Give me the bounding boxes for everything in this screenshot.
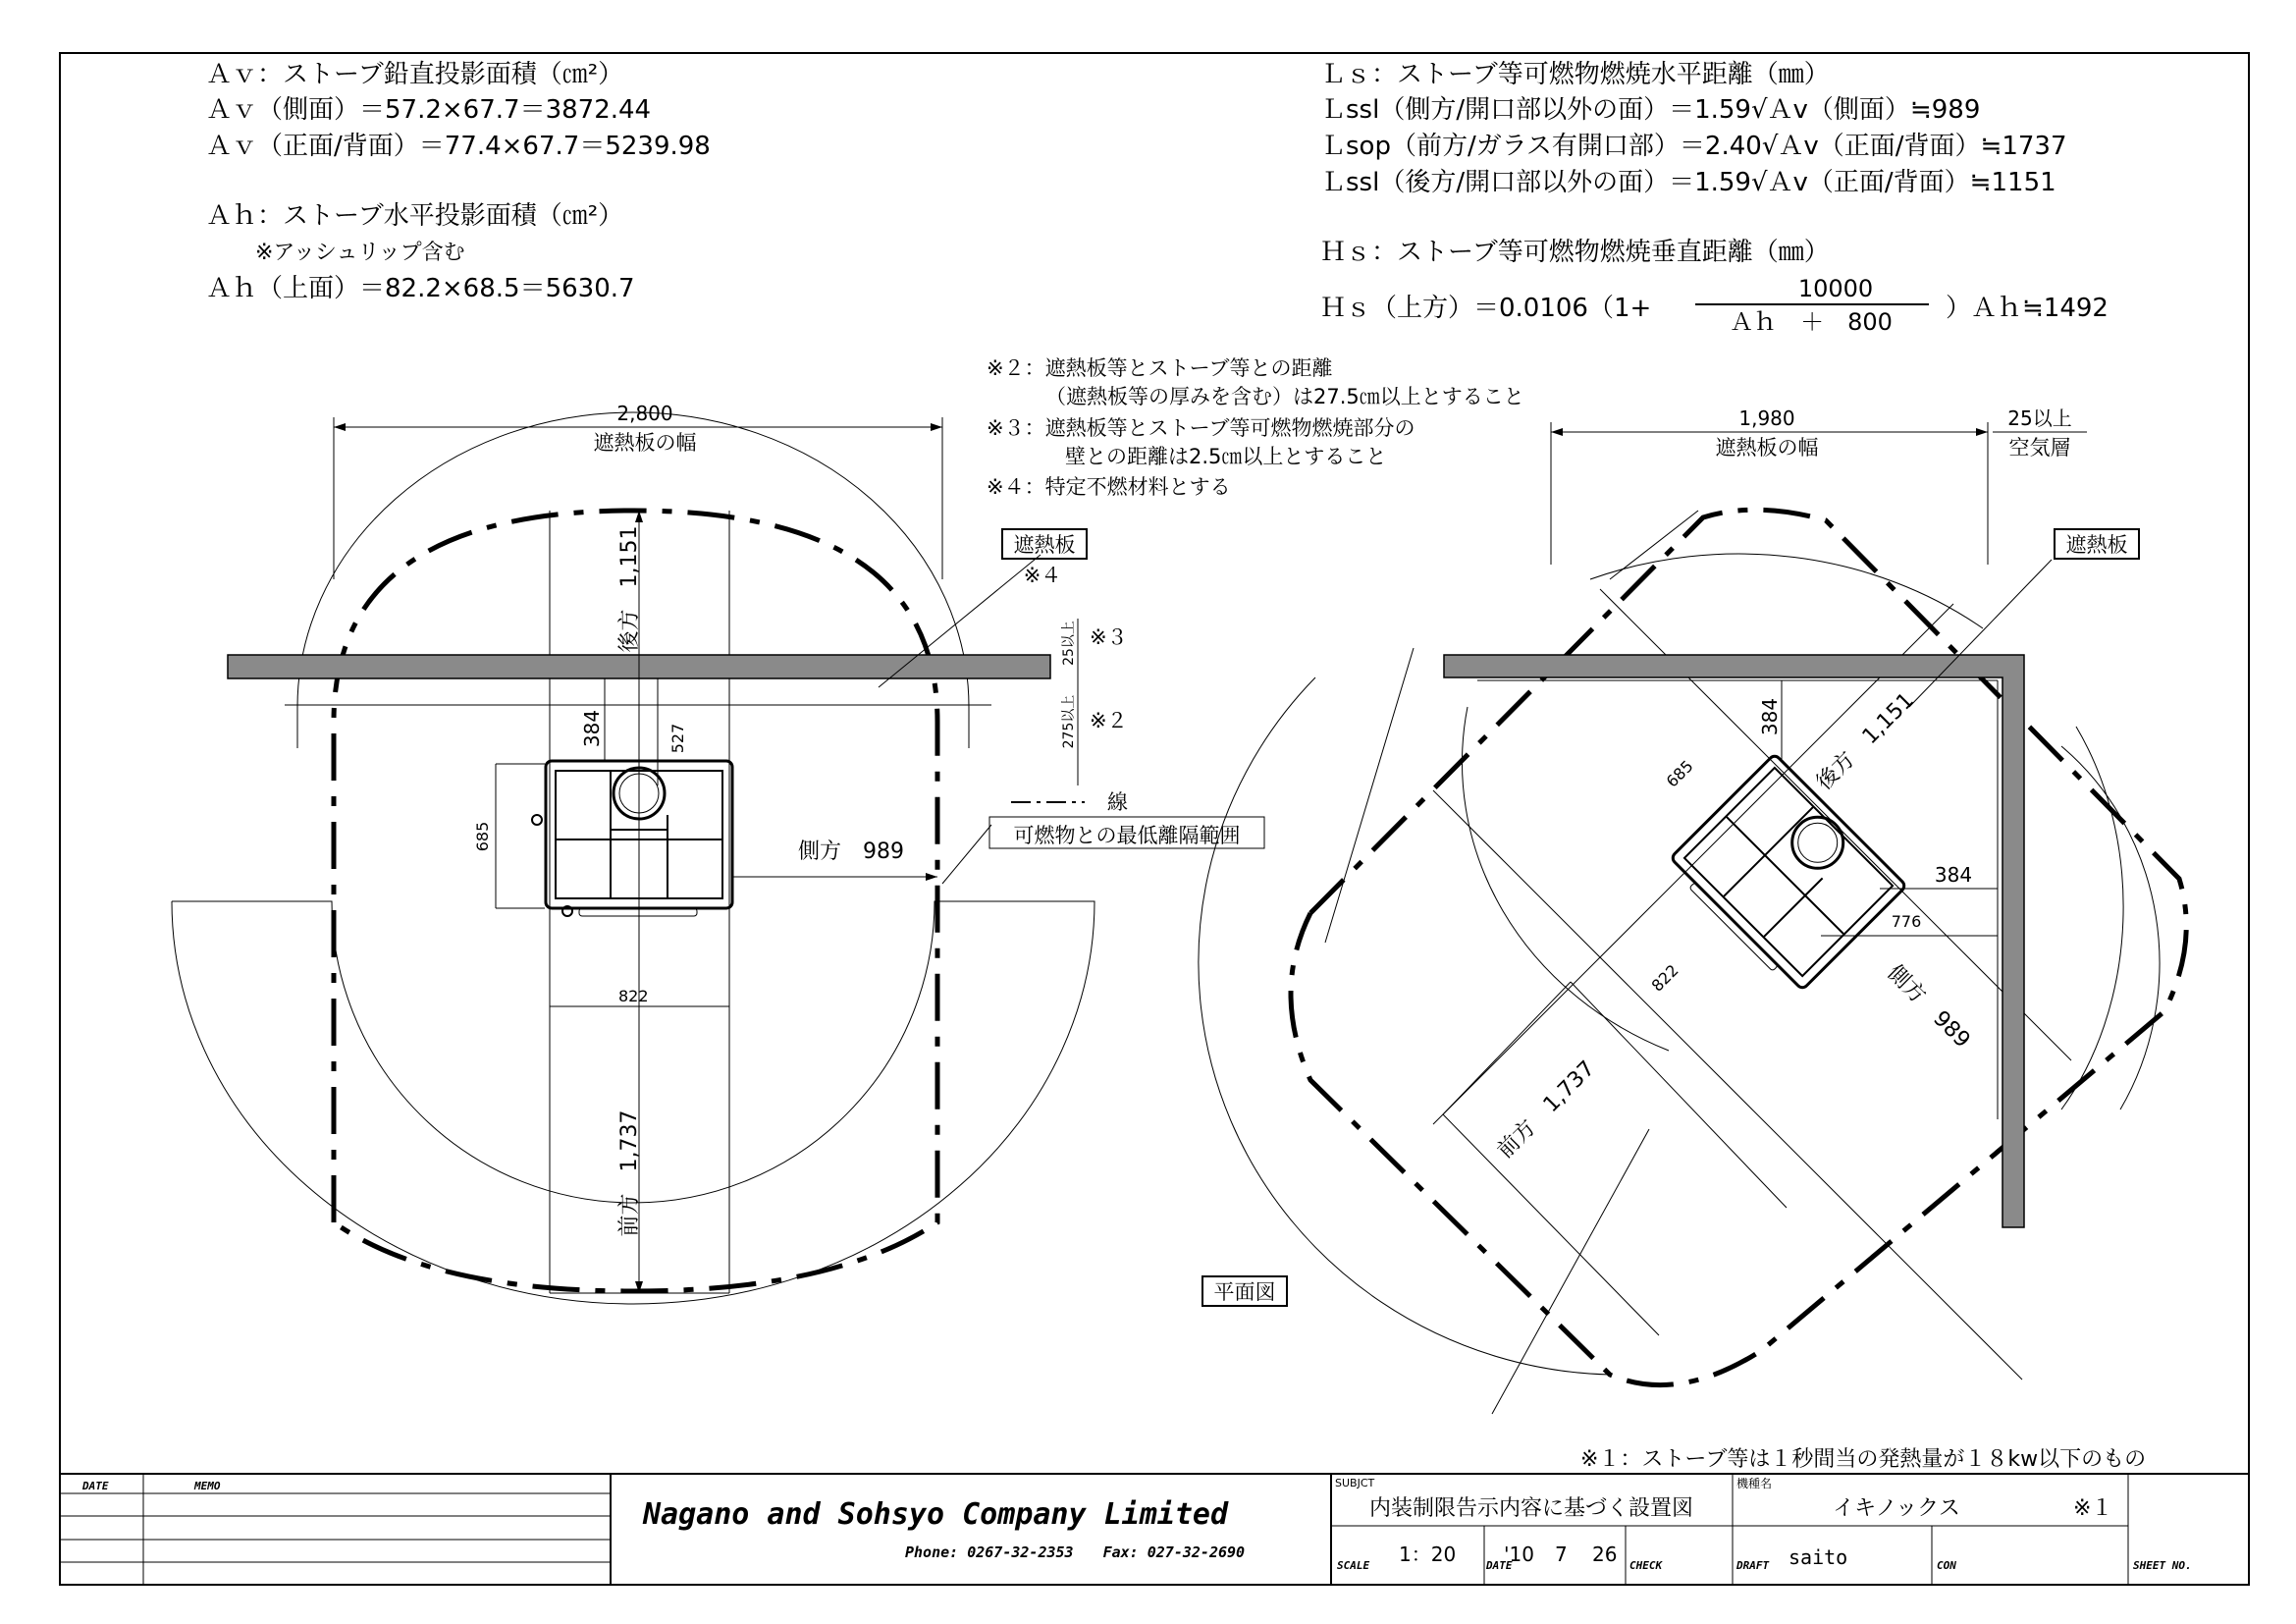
left-back-dim: 後方 1,151 [617,525,642,653]
ls-side: Ｌssl（側方/開口部以外の面）＝1.59√Ａv（側面）≒989 [1320,95,1981,125]
left-side-dim: 側方 989 [798,839,904,864]
ah-title: Ａｈ：ストーブ水平投影面積（㎝²） [206,201,624,231]
ah-top: Ａｈ（上面）＝82.2×68.5＝5630.7 [206,274,635,303]
hs-denominator: Ａｈ ＋ 800 [1730,308,1893,336]
ls-title: Ｌｓ：ストーブ等可燃物燃焼水平距離（㎜） [1320,60,1830,89]
ah-note: ※アッシュリップ含む [255,241,465,265]
right-dim-384b: 384 [1934,863,1973,887]
arrow [926,873,937,881]
left-front-dim: 前方 1,737 [617,1110,642,1237]
range-label: 可燃物との最低離隔範囲 [1013,824,1241,847]
arrow [931,423,942,431]
con-header: CON [1937,1559,1956,1572]
legend-line-label: 線 [1107,790,1128,814]
arrow [1551,428,1563,436]
sheet-header: SHEET NO. [2133,1559,2192,1572]
formulas-left [206,60,711,303]
hs-title: Ｈｓ：ストーブ等可燃物燃焼垂直距離（㎜） [1320,238,1830,267]
right-dim-776: 776 [1891,912,1922,931]
left-plan [172,402,1128,1304]
subject-header: SUBJCT [1335,1477,1375,1489]
scale-value: 1：20 [1399,1543,1457,1566]
company-contact: Phone: 0267-32-2353 Fax: 027-32-2690 [905,1543,1246,1561]
check-header: CHECK [1629,1559,1663,1572]
draft-value: saito [1789,1545,1848,1569]
right-thin-outer [1199,511,2123,1375]
left-mark-2: ※２ [1090,709,1128,732]
date-header: DATE [82,1480,109,1492]
left-stove [532,761,732,916]
av-title: Ａｖ：ストーブ鉛直投影面積（㎝²） [206,60,624,89]
right-air-label: 空気層 [2008,436,2071,460]
note-2-line1: ※２：遮熱板等とストーブ等との距離 [987,356,1333,380]
right-corridor [1443,982,1787,1335]
note-3-line2: 壁との距離は2.5㎝以上とすること [1065,445,1387,468]
ls-front: Ｌsop（前方/ガラス有開口部）＝2.40√Ａv（正面/背面）≒1737 [1320,132,2067,161]
shield-right-label: 遮熱板 [2065,533,2128,557]
shield-left-mark: ※４ [1023,564,1062,587]
left-dim-527: 527 [668,723,687,754]
av-front: Ａｖ（正面/背面）＝77.4×67.7＝5239.98 [206,132,711,161]
title-block [60,1474,2249,1585]
right-dim-822: 822 [1647,960,1682,996]
hs-suffix: ）Ａｈ≒1492 [1946,294,2109,323]
note-3-line1: ※３：遮熱板等とストーブ等可燃物燃焼部分の [987,416,1415,440]
right-plan [1199,406,2186,1414]
hs-numerator: 10000 [1797,275,1874,302]
draft-header: DRAFT [1736,1559,1770,1572]
note-4: ※４：特定不燃材料とする [987,475,1231,499]
plan-label: 平面図 [1213,1280,1276,1304]
av-side: Ａｖ（側面）＝57.2×67.7＝3872.44 [206,95,652,125]
model-header: 機種名 [1736,1477,1773,1490]
right-dim-384a: 384 [1758,697,1782,736]
right-dash-envelope [1291,510,2186,1384]
right-front-dim: 前方 1,737 [1492,1056,1600,1164]
formulas-right [1320,60,2109,336]
left-range-leader [942,825,991,884]
left-dim-822: 822 [618,987,649,1005]
date-month: 7 [1555,1543,1568,1566]
left-width-label: 遮熱板の幅 [593,431,697,455]
model-mark: ※１ [2073,1496,2113,1521]
arrow [1976,428,1988,436]
right-side-dim: 側方 989 [1882,960,1975,1054]
left-dim-25: 25以上 [1061,621,1077,666]
notes [987,356,2146,1472]
right-width-label: 遮熱板の幅 [1715,436,1819,460]
ls-back: Ｌssl（後方/開口部以外の面）＝1.59√Ａv（正面/背面）≒1151 [1320,168,2056,197]
right-width-dim: 1,980 [1738,406,1795,430]
right-back-dim: 後方 1,151 [1811,687,1919,795]
arrow [334,423,346,431]
right-air-dim: 25以上 [2007,406,2072,430]
hs-prefix: Ｈｓ（上方）＝0.0106（1+ [1320,294,1652,323]
date-label: DATE [1486,1559,1513,1572]
scale-header: SCALE [1337,1559,1370,1572]
right-shield-leader [1909,560,2052,707]
date-day: 26 [1592,1543,1618,1566]
company-name: Nagano and Sohsyo Company Limited [643,1497,1229,1532]
note-2-line2: （遮熱板等の厚みを含む）は27.5㎝以上とすること [1045,385,1524,408]
left-width-dim: 2,800 [616,402,673,425]
right-dim-685: 685 [1662,756,1697,791]
model-text: イキノックス [1833,1496,1960,1521]
left-dim-685: 685 [473,821,492,852]
memo-header: MEMO [194,1480,221,1492]
shield-left-label: 遮熱板 [1013,533,1076,557]
note-1: ※１：ストーブ等は１秒間当の発熱量が１８kw以下のもの [1580,1447,2147,1472]
subject-text: 内装制限告示内容に基づく設置図 [1368,1496,1694,1521]
left-mark-3: ※３ [1090,625,1128,649]
left-dim-384: 384 [580,709,604,748]
right-thin-arcs [1325,554,2160,1414]
date-year: '10 [1504,1543,1534,1566]
left-thin-front-arc [172,901,1095,1304]
left-dim-275: 275以上 [1061,694,1077,749]
